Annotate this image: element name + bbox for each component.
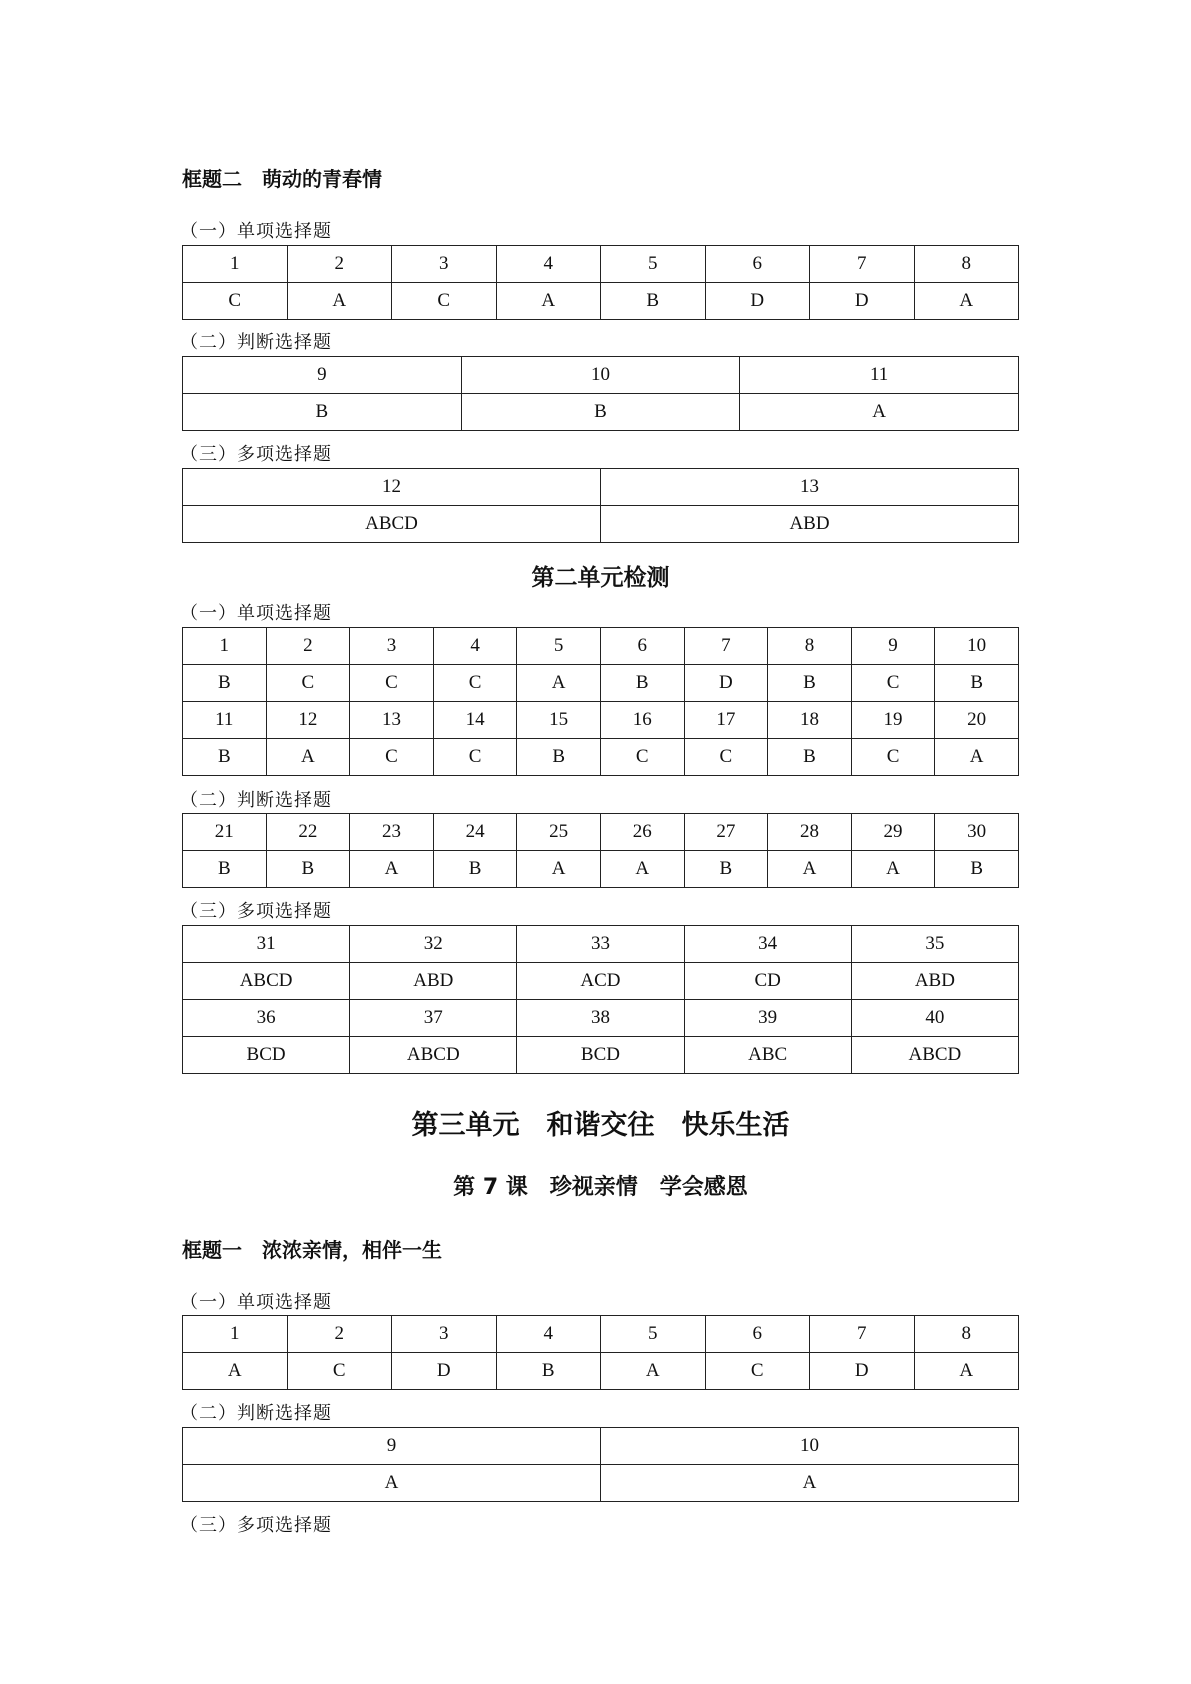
answer-cell: B: [768, 739, 852, 776]
answer-cell: D: [705, 283, 810, 320]
answer-cell: C: [287, 1353, 392, 1390]
answer-cell: ABD: [851, 963, 1018, 1000]
question-number-cell: 16: [600, 702, 684, 739]
question-number-cell: 31: [183, 926, 350, 963]
answer-row: [183, 739, 1019, 776]
answer-cell: A: [601, 1465, 1019, 1502]
unit-title: 第三单元 和谐交往 快乐生活: [411, 1110, 790, 1141]
answer-cell: B: [600, 665, 684, 702]
answer-cell: B: [601, 283, 706, 320]
question-number-cell: 5: [517, 628, 601, 665]
question-number-row: [183, 469, 1019, 506]
answer-cell: A: [517, 665, 601, 702]
answer-table: [182, 245, 1019, 320]
answer-cell: C: [433, 665, 517, 702]
answer-row: [183, 1465, 1019, 1502]
question-number-cell: 39: [684, 1000, 851, 1037]
answer-table: [182, 813, 1019, 888]
question-number-row: [183, 1316, 1019, 1353]
question-number-cell: 9: [183, 357, 462, 394]
answer-table: [182, 627, 1019, 776]
unit-test-title: 第二单元检测: [531, 565, 670, 591]
question-number-cell: 10: [461, 357, 740, 394]
question-number-row: [183, 1000, 1019, 1037]
answer-cell: A: [183, 1353, 288, 1390]
question-number-cell: 21: [183, 814, 267, 851]
answer-cell: D: [810, 1353, 915, 1390]
answer-cell: C: [350, 739, 434, 776]
question-number-cell: 29: [851, 814, 935, 851]
question-number-cell: 3: [350, 628, 434, 665]
question-number-cell: 11: [740, 357, 1019, 394]
answer-cell: BCD: [517, 1037, 684, 1074]
question-number-cell: 14: [433, 702, 517, 739]
question-number-cell: 33: [517, 926, 684, 963]
answer-cell: B: [183, 665, 267, 702]
question-number-cell: 22: [266, 814, 350, 851]
answer-cell: ABD: [601, 506, 1019, 543]
question-number-cell: 9: [183, 1428, 601, 1465]
answer-cell: B: [935, 665, 1019, 702]
question-number-cell: 34: [684, 926, 851, 963]
question-number-row: [183, 814, 1019, 851]
question-number-cell: 11: [183, 702, 267, 739]
answer-table: [182, 468, 1019, 543]
answer-cell: A: [496, 283, 601, 320]
answer-row: [183, 506, 1019, 543]
question-number-cell: 5: [601, 246, 706, 283]
answer-cell: B: [183, 851, 267, 888]
answer-cell: B: [183, 739, 267, 776]
judge-choice-label: （二）判断选择题: [180, 790, 332, 811]
answer-cell: B: [517, 739, 601, 776]
question-number-cell: 1: [183, 628, 267, 665]
answer-cell: B: [935, 851, 1019, 888]
question-number-cell: 24: [433, 814, 517, 851]
answer-cell: D: [810, 283, 915, 320]
answer-cell: D: [684, 665, 768, 702]
question-number-cell: 10: [935, 628, 1019, 665]
answer-cell: B: [768, 665, 852, 702]
answer-row: [183, 1037, 1019, 1074]
answer-cell: C: [266, 665, 350, 702]
question-number-cell: 8: [914, 246, 1019, 283]
answer-cell: A: [914, 283, 1019, 320]
answer-cell: A: [601, 1353, 706, 1390]
answer-cell: C: [433, 739, 517, 776]
single-choice-label: （一）单项选择题: [180, 221, 332, 242]
answer-cell: B: [461, 394, 740, 431]
judge-choice-label: （二）判断选择题: [180, 332, 332, 353]
question-number-cell: 2: [287, 246, 392, 283]
question-number-cell: 7: [810, 246, 915, 283]
section-title: 框题二 萌动的青春情: [182, 167, 382, 191]
answer-cell: A: [851, 851, 935, 888]
answer-row: [183, 1353, 1019, 1390]
answer-row: [183, 283, 1019, 320]
lesson-title: 第 7 课 珍视亲情 学会感恩: [453, 1175, 748, 1200]
question-number-cell: 7: [684, 628, 768, 665]
answer-cell: B: [684, 851, 768, 888]
answer-cell: A: [517, 851, 601, 888]
question-number-cell: 3: [392, 1316, 497, 1353]
question-number-cell: 6: [705, 246, 810, 283]
question-number-cell: 1: [183, 246, 288, 283]
answer-cell: C: [851, 665, 935, 702]
question-number-cell: 5: [601, 1316, 706, 1353]
question-number-cell: 7: [810, 1316, 915, 1353]
answer-table: [182, 1315, 1019, 1390]
answer-table: [182, 925, 1019, 1074]
question-number-cell: 1: [183, 1316, 288, 1353]
answer-row: [183, 963, 1019, 1000]
answer-cell: D: [392, 1353, 497, 1390]
answer-cell: C: [684, 739, 768, 776]
answer-row: [183, 851, 1019, 888]
question-number-cell: 9: [851, 628, 935, 665]
question-number-cell: 2: [266, 628, 350, 665]
question-number-row: [183, 628, 1019, 665]
question-number-cell: 8: [768, 628, 852, 665]
answer-cell: C: [183, 283, 288, 320]
answer-cell: A: [287, 283, 392, 320]
answer-table: [182, 356, 1019, 431]
question-number-cell: 12: [183, 469, 601, 506]
answer-cell: A: [600, 851, 684, 888]
question-number-cell: 18: [768, 702, 852, 739]
answer-cell: ACD: [517, 963, 684, 1000]
question-number-cell: 10: [601, 1428, 1019, 1465]
answer-cell: A: [350, 851, 434, 888]
question-number-cell: 20: [935, 702, 1019, 739]
answer-cell: ABCD: [183, 963, 350, 1000]
single-choice-label: （一）单项选择题: [180, 603, 332, 624]
answer-cell: B: [433, 851, 517, 888]
question-number-cell: 13: [350, 702, 434, 739]
question-number-cell: 30: [935, 814, 1019, 851]
question-number-cell: 17: [684, 702, 768, 739]
answer-cell: B: [496, 1353, 601, 1390]
question-number-row: [183, 702, 1019, 739]
answer-cell: C: [705, 1353, 810, 1390]
question-number-cell: 25: [517, 814, 601, 851]
answer-cell: ABD: [350, 963, 517, 1000]
question-number-cell: 12: [266, 702, 350, 739]
answer-cell: C: [350, 665, 434, 702]
question-number-row: [183, 246, 1019, 283]
question-number-cell: 6: [600, 628, 684, 665]
answer-cell: C: [392, 283, 497, 320]
question-number-cell: 6: [705, 1316, 810, 1353]
question-number-cell: 2: [287, 1316, 392, 1353]
answer-cell: A: [914, 1353, 1019, 1390]
multi-choice-label: （三）多项选择题: [180, 1515, 332, 1536]
answer-row: [183, 394, 1019, 431]
answer-cell: B: [266, 851, 350, 888]
multi-choice-label: （三）多项选择题: [180, 444, 332, 465]
answer-cell: A: [266, 739, 350, 776]
answer-cell: C: [600, 739, 684, 776]
section-title: 框题一 浓浓亲情，相伴一生: [182, 1238, 442, 1262]
answer-cell: ABC: [684, 1037, 851, 1074]
answer-cell: BCD: [183, 1037, 350, 1074]
answer-cell: ABCD: [350, 1037, 517, 1074]
answer-cell: A: [935, 739, 1019, 776]
question-number-cell: 23: [350, 814, 434, 851]
question-number-cell: 13: [601, 469, 1019, 506]
question-number-cell: 4: [433, 628, 517, 665]
single-choice-label: （一）单项选择题: [180, 1292, 332, 1313]
question-number-row: [183, 926, 1019, 963]
question-number-cell: 4: [496, 246, 601, 283]
question-number-cell: 3: [392, 246, 497, 283]
question-number-cell: 4: [496, 1316, 601, 1353]
question-number-cell: 19: [851, 702, 935, 739]
question-number-row: [183, 1428, 1019, 1465]
question-number-cell: 27: [684, 814, 768, 851]
question-number-cell: 32: [350, 926, 517, 963]
answer-cell: A: [183, 1465, 601, 1502]
answer-cell: ABCD: [851, 1037, 1018, 1074]
answer-table: [182, 1427, 1019, 1502]
answer-cell: A: [740, 394, 1019, 431]
answer-cell: ABCD: [183, 506, 601, 543]
question-number-cell: 8: [914, 1316, 1019, 1353]
answer-cell: A: [768, 851, 852, 888]
judge-choice-label: （二）判断选择题: [180, 1403, 332, 1424]
answer-row: [183, 665, 1019, 702]
question-number-cell: 36: [183, 1000, 350, 1037]
answer-cell: B: [183, 394, 462, 431]
question-number-cell: 38: [517, 1000, 684, 1037]
question-number-cell: 35: [851, 926, 1018, 963]
question-number-cell: 40: [851, 1000, 1018, 1037]
question-number-cell: 26: [600, 814, 684, 851]
question-number-cell: 37: [350, 1000, 517, 1037]
answer-cell: CD: [684, 963, 851, 1000]
answer-cell: C: [851, 739, 935, 776]
question-number-row: [183, 357, 1019, 394]
question-number-cell: 15: [517, 702, 601, 739]
question-number-cell: 28: [768, 814, 852, 851]
multi-choice-label: （三）多项选择题: [180, 901, 332, 922]
